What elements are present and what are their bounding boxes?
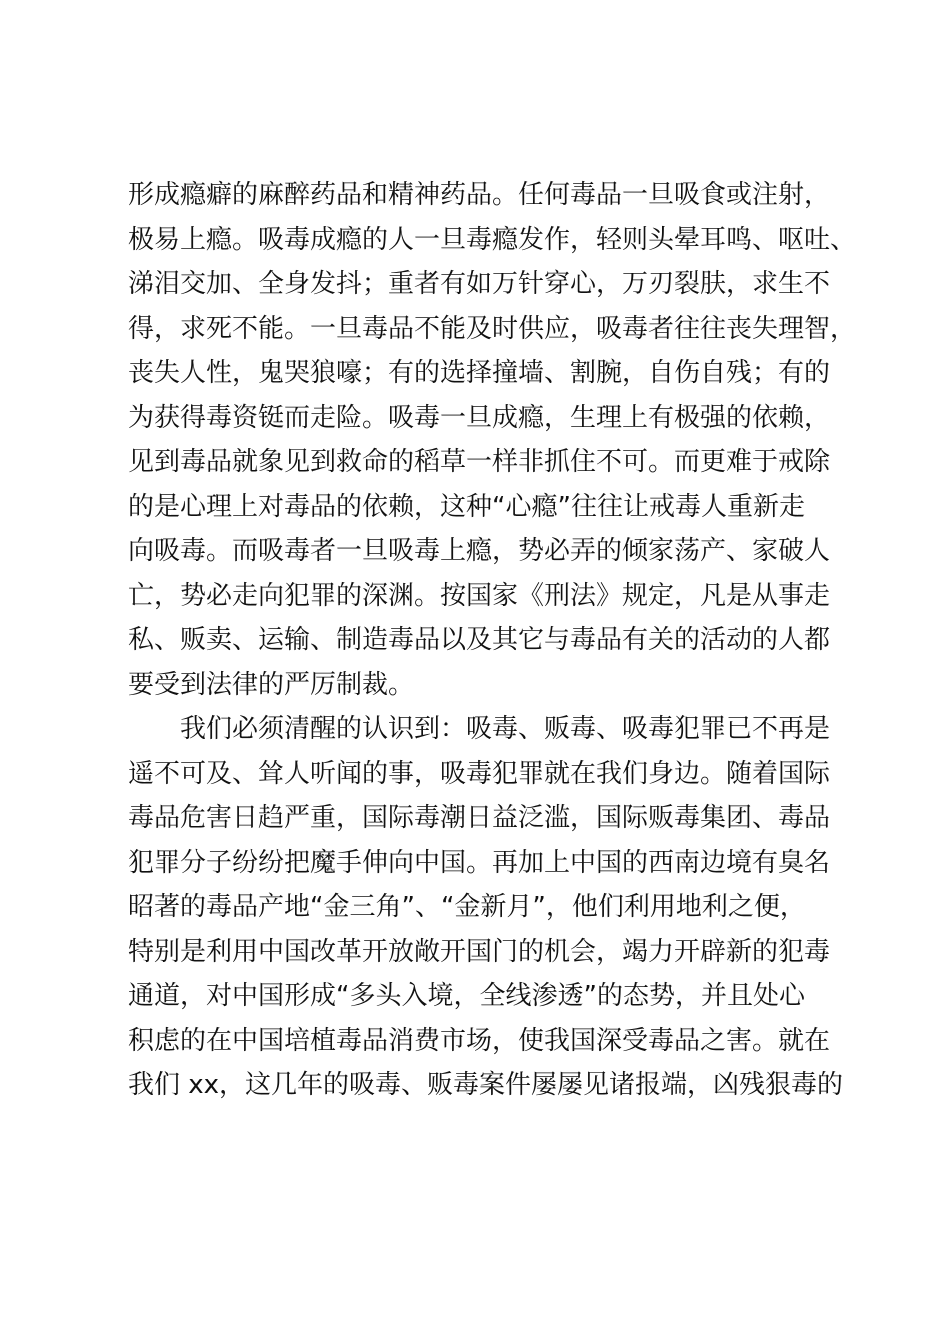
text-line: 毒品危害日趋严重，国际毒潮日益泛滥，国际贩毒集团、毒品 — [128, 803, 831, 833]
text-line: 积虑的在中国培植毒品消费市场，使我国深受毒品之害。就在 — [128, 1025, 831, 1056]
text-line: 特别是利用中国改革开放敞开国门的机会，竭力开辟新的犯毒 — [128, 936, 831, 967]
text-line: 见到毒品就象见到救命的稻草一样非抓住不可。而更难于戒除 — [128, 447, 831, 477]
text-line: 得，求死不能。一旦毒品不能及时供应，吸毒者往往丧失理智， — [128, 313, 857, 344]
text-line: 通道，对中国形成“多头入境，全线渗透”的态势，并且处心 — [128, 981, 805, 1011]
text-line: 我们 xx，这几年的吸毒、贩毒案件屡屡见诸报端，凶残狠毒的 — [128, 1070, 844, 1100]
text-line: 涕泪交加、全身发抖；重者有如万针穿心，万刃裂肤，求生不 — [128, 269, 831, 299]
text-line: 丧失人性，鬼哭狼嚎；有的选择撞墙、割腕，自伤自残；有的 — [128, 358, 831, 388]
text-line: 为获得毒资铤而走险。吸毒一旦成瘾，生理上有极强的依赖， — [128, 402, 831, 433]
text-line: 昭著的毒品产地“金三角”、“金新月”，他们利用地利之便， — [128, 892, 806, 922]
text-line: 形成瘾癖的麻醉药品和精神药品。任何毒品一旦吸食或注射， — [128, 180, 831, 210]
text-line: 向吸毒。而吸毒者一旦吸毒上瘾，势必弄的倾家荡产、家破人 — [128, 536, 831, 566]
text-line: 要受到法律的严厉制裁。 — [128, 669, 415, 700]
body-text — [128, 173, 857, 1108]
text-line: 犯罪分子纷纷把魔手伸向中国。再加上中国的西南边境有臭名 — [128, 847, 831, 878]
text-line: 遥不可及、耸人听闻的事，吸毒犯罪就在我们身边。随着国际 — [128, 758, 831, 789]
text-line: 私、贩卖、运输、制造毒品以及其它与毒品有关的活动的人都 — [128, 625, 831, 655]
text-line: 极易上瘾。吸毒成瘾的人一旦毒瘾发作，轻则头晕耳鸣、呕吐、 — [128, 224, 857, 255]
text-line: 的是心理上对毒品的依赖，这种“心瘾”往往让戒毒人重新走 — [128, 491, 805, 522]
text-line: 亡，势必走向犯罪的深渊。按国家《刑法》规定，凡是从事走 — [128, 580, 831, 611]
paragraph-first-line: 我们必须清醒的认识到：吸毒、贩毒、吸毒犯罪已不再是 — [180, 714, 831, 744]
